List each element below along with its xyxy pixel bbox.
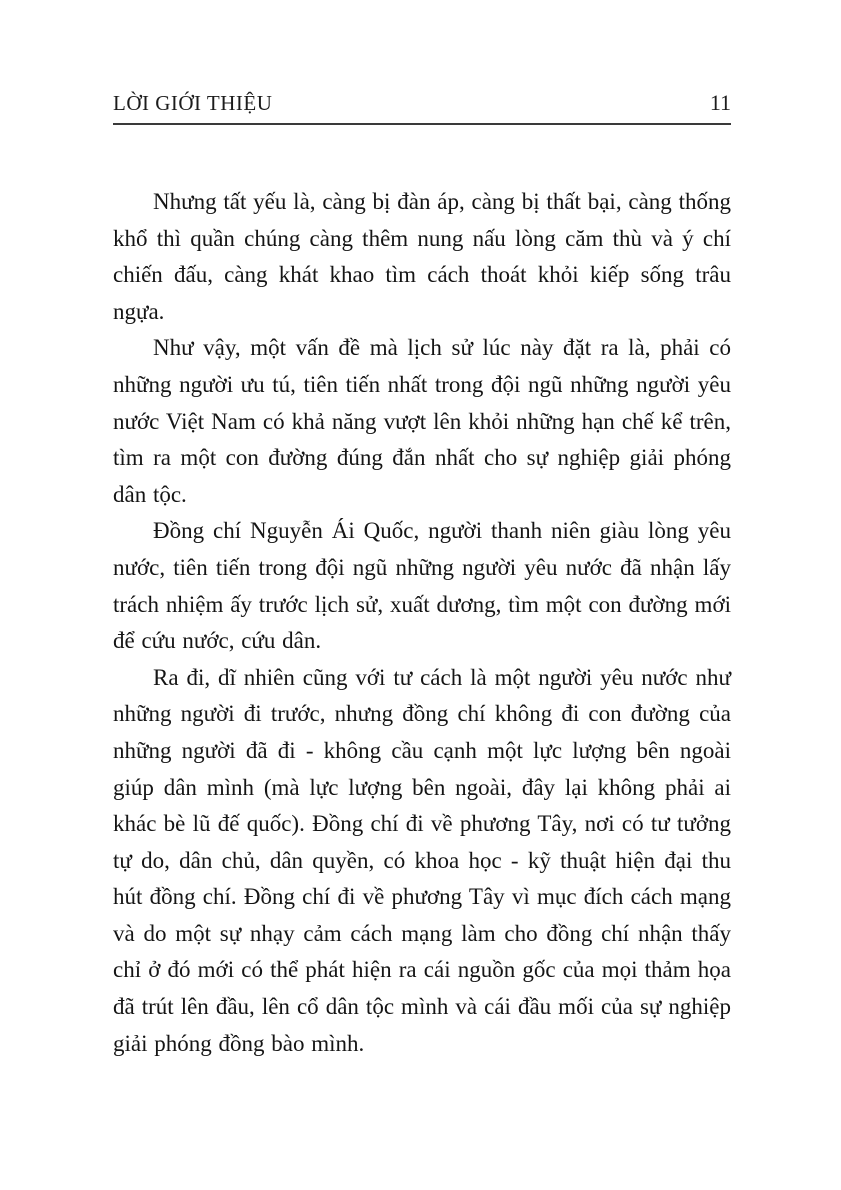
running-head-title: LỜI GIỚI THIỆU: [113, 91, 273, 115]
page-body: [113, 184, 731, 1062]
paragraph-3: Đồng chí Nguyễn Ái Quốc, người thanh niên giàu lòng yêu nước, tiên tiến trong đội ngũ những người yêu nước đã nhận lấy trách nhiệm ấy trước lịch sử, xuất dương, tìm một con đường mới để cứu nước, cứu dân.: [113, 518, 731, 654]
paragraph-1: Nhưng tất yếu là, càng bị đàn áp, càng bị thất bại, càng thống khổ thì quần chúng càng thêm nung nấu lòng căm thù và ý chí chiến đấu, càng khát khao tìm cách thoát khỏi kiếp sống trâu ngựa.: [113, 189, 731, 324]
page-header: [113, 90, 731, 116]
paragraph-4: Ra đi, dĩ nhiên cũng với tư cách là một người yêu nước như những người đi trước, nhưng đồng chí không đi con đường của những người đã đi - không cầu cạnh một lực lượng bên ngoài giúp dân mình (mà lực lượng bên ngoài, đây lại không phải ai khác bè lũ đế quốc). Đồng chí đi về phương Tây, nơi có tư tưởng tự do, dân chủ, dân quyền, có khoa học - kỹ thuật hiện đại thu hút đồng chí. Đồng chí đi về phương Tây vì mục đích cách mạng và do một sự nhạy cảm cách mạng làm cho đồng chí nhận thấy chỉ ở đó mới có thể phát hiện ra cái nguồn gốc của mọi thảm họa đã trút lên đầu, lên cổ dân tộc mình và cái đầu mối của sự nghiệp giải phóng đồng bào mình.: [113, 664, 731, 1056]
header-rule: [113, 123, 731, 125]
paragraph-2: Như vậy, một vấn đề mà lịch sử lúc này đặt ra là, phải có những người ưu tú, tiên tiến nhất trong đội ngũ những người yêu nước Việt Nam có khả năng vượt lên khỏi những hạn chế kể trên, tìm ra một con đường đúng đắn nhất cho sự nghiệp giải phóng dân tộc.: [113, 335, 731, 507]
page-number: 11: [709, 90, 731, 115]
